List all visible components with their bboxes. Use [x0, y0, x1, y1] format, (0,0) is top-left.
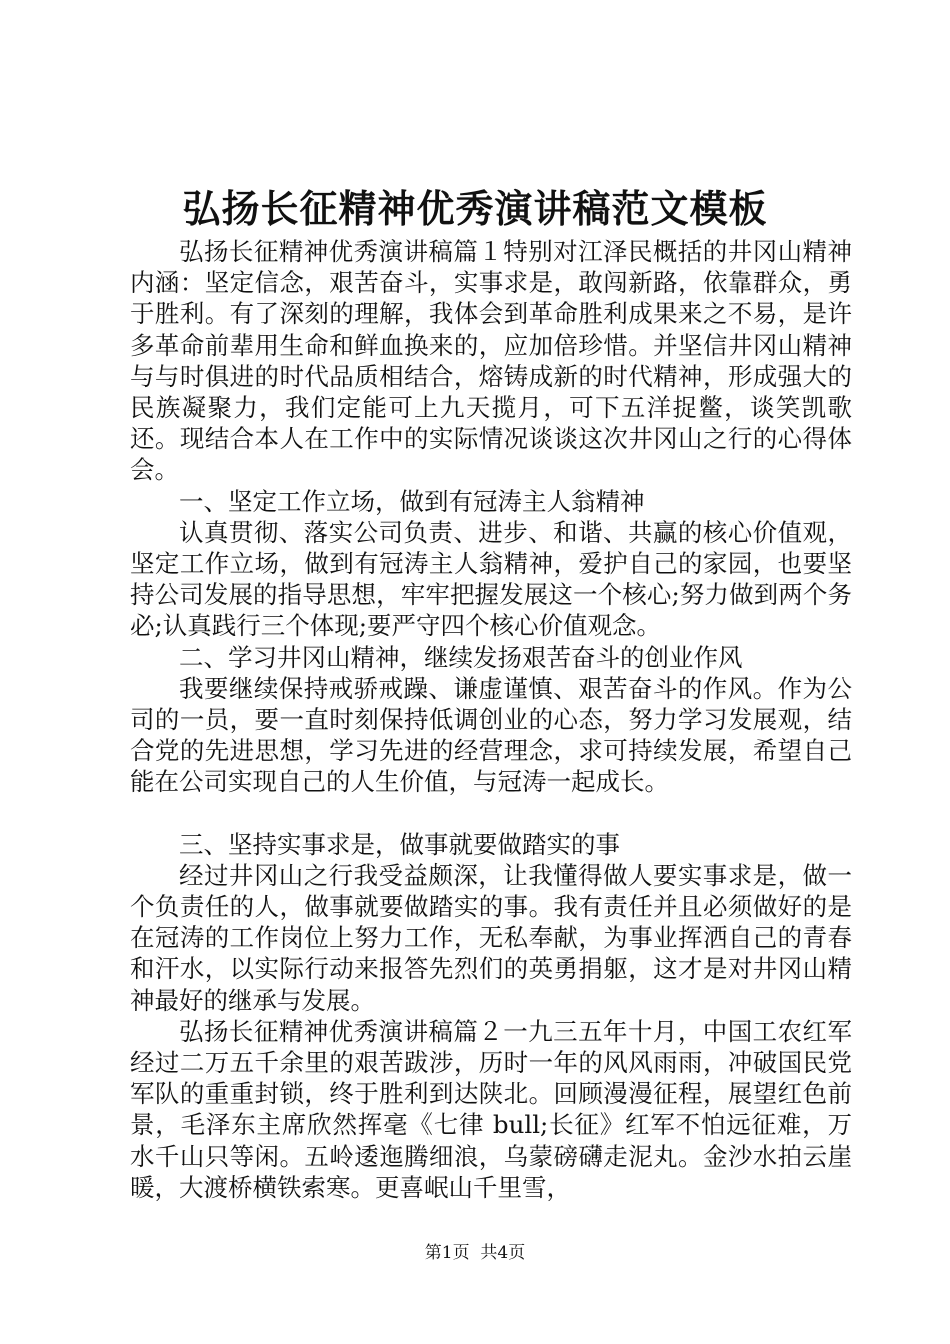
- section-heading: 二、学习井冈山精神，继续发扬艰苦奋斗的创业作风: [179, 642, 743, 672]
- body-paragraph: 弘扬长征精神优秀演讲稿篇１特别对江泽民概括的井冈山精神内涵：坚定信念，艰苦奋斗，实事求是，敢闯新路，依靠群众，勇于胜利。有了深刻的理解，我体会到革命胜利成果来之不易，是许多革命前辈用生命和鲜血换来的，应加倍珍惜。并坚信井冈山精神与与时俱进的时代品质相结合，熔铸成新的时代精神，形成强大的民族凝聚力，我们定能可上九天揽月，可下五洋捉鳖，谈笑凯歌还。现结合本人在工作中的实际情况谈谈这次井冈山之行的心得体会。: [130, 237, 852, 485]
- body-paragraph: 弘扬长征精神优秀演讲稿篇２一九三五年十月，中国工农红军经过二万五千余里的艰苦跋涉，历时一年的风风雨雨，冲破国民党军队的重重封锁，终于胜利到达陕北。回顾漫漫征程，展望红色前景，毛泽东主席欣然挥毫《七律 bull;长征》红军不怕远征难，万水千山只等闲。五岭逶迤腾细浪，乌蒙磅礴走泥丸。金沙水拍云崖暖，大渡桥横铁索寒。更喜岷山千里雪，: [130, 1016, 852, 1202]
- body-paragraph: 我要继续保持戒骄戒躁、谦虚谨慎、艰苦奋斗的作风。作为公司的一员，要一直时刻保持低调创业的心态，努力学习发展观，结合党的先进思想，学习先进的经营理念，求可持续发展，希望自己能在公司实现自己的人生价值，与冠涛一起成长。: [130, 673, 852, 797]
- page-footer: 第1页 共4页: [424, 1243, 526, 1263]
- document-title: 弘扬长征精神优秀演讲稿范文模板: [182, 186, 768, 231]
- body-paragraph: 经过井冈山之行我受益颇深，让我懂得做人要实事求是，做一个负责任的人，做事就要做踏实的事。我有责任并且必须做好的是在冠涛的工作岗位上努力工作，无私奉献，为事业挥洒自己的青春和汗水，以实际行动来报答先烈们的英勇捐躯，这才是对井冈山精神最好的继承与发展。: [130, 860, 852, 1015]
- section-heading: 一、坚定工作立场，做到有冠涛主人翁精神: [179, 486, 645, 516]
- section-heading: 三、坚持实事求是，做事就要做踏实的事: [179, 829, 620, 859]
- document-body: [130, 236, 852, 1203]
- body-paragraph: 认真贯彻、落实公司负责、进步、和谐、共赢的核心价值观，坚定工作立场，做到有冠涛主人翁精神，爱护自己的家园，也要坚持公司发展的指导思想，牢牢把握发展这一个核心;努力做到两个务必;认真践行三个体现;要严守四个核心价值观念。: [130, 517, 852, 641]
